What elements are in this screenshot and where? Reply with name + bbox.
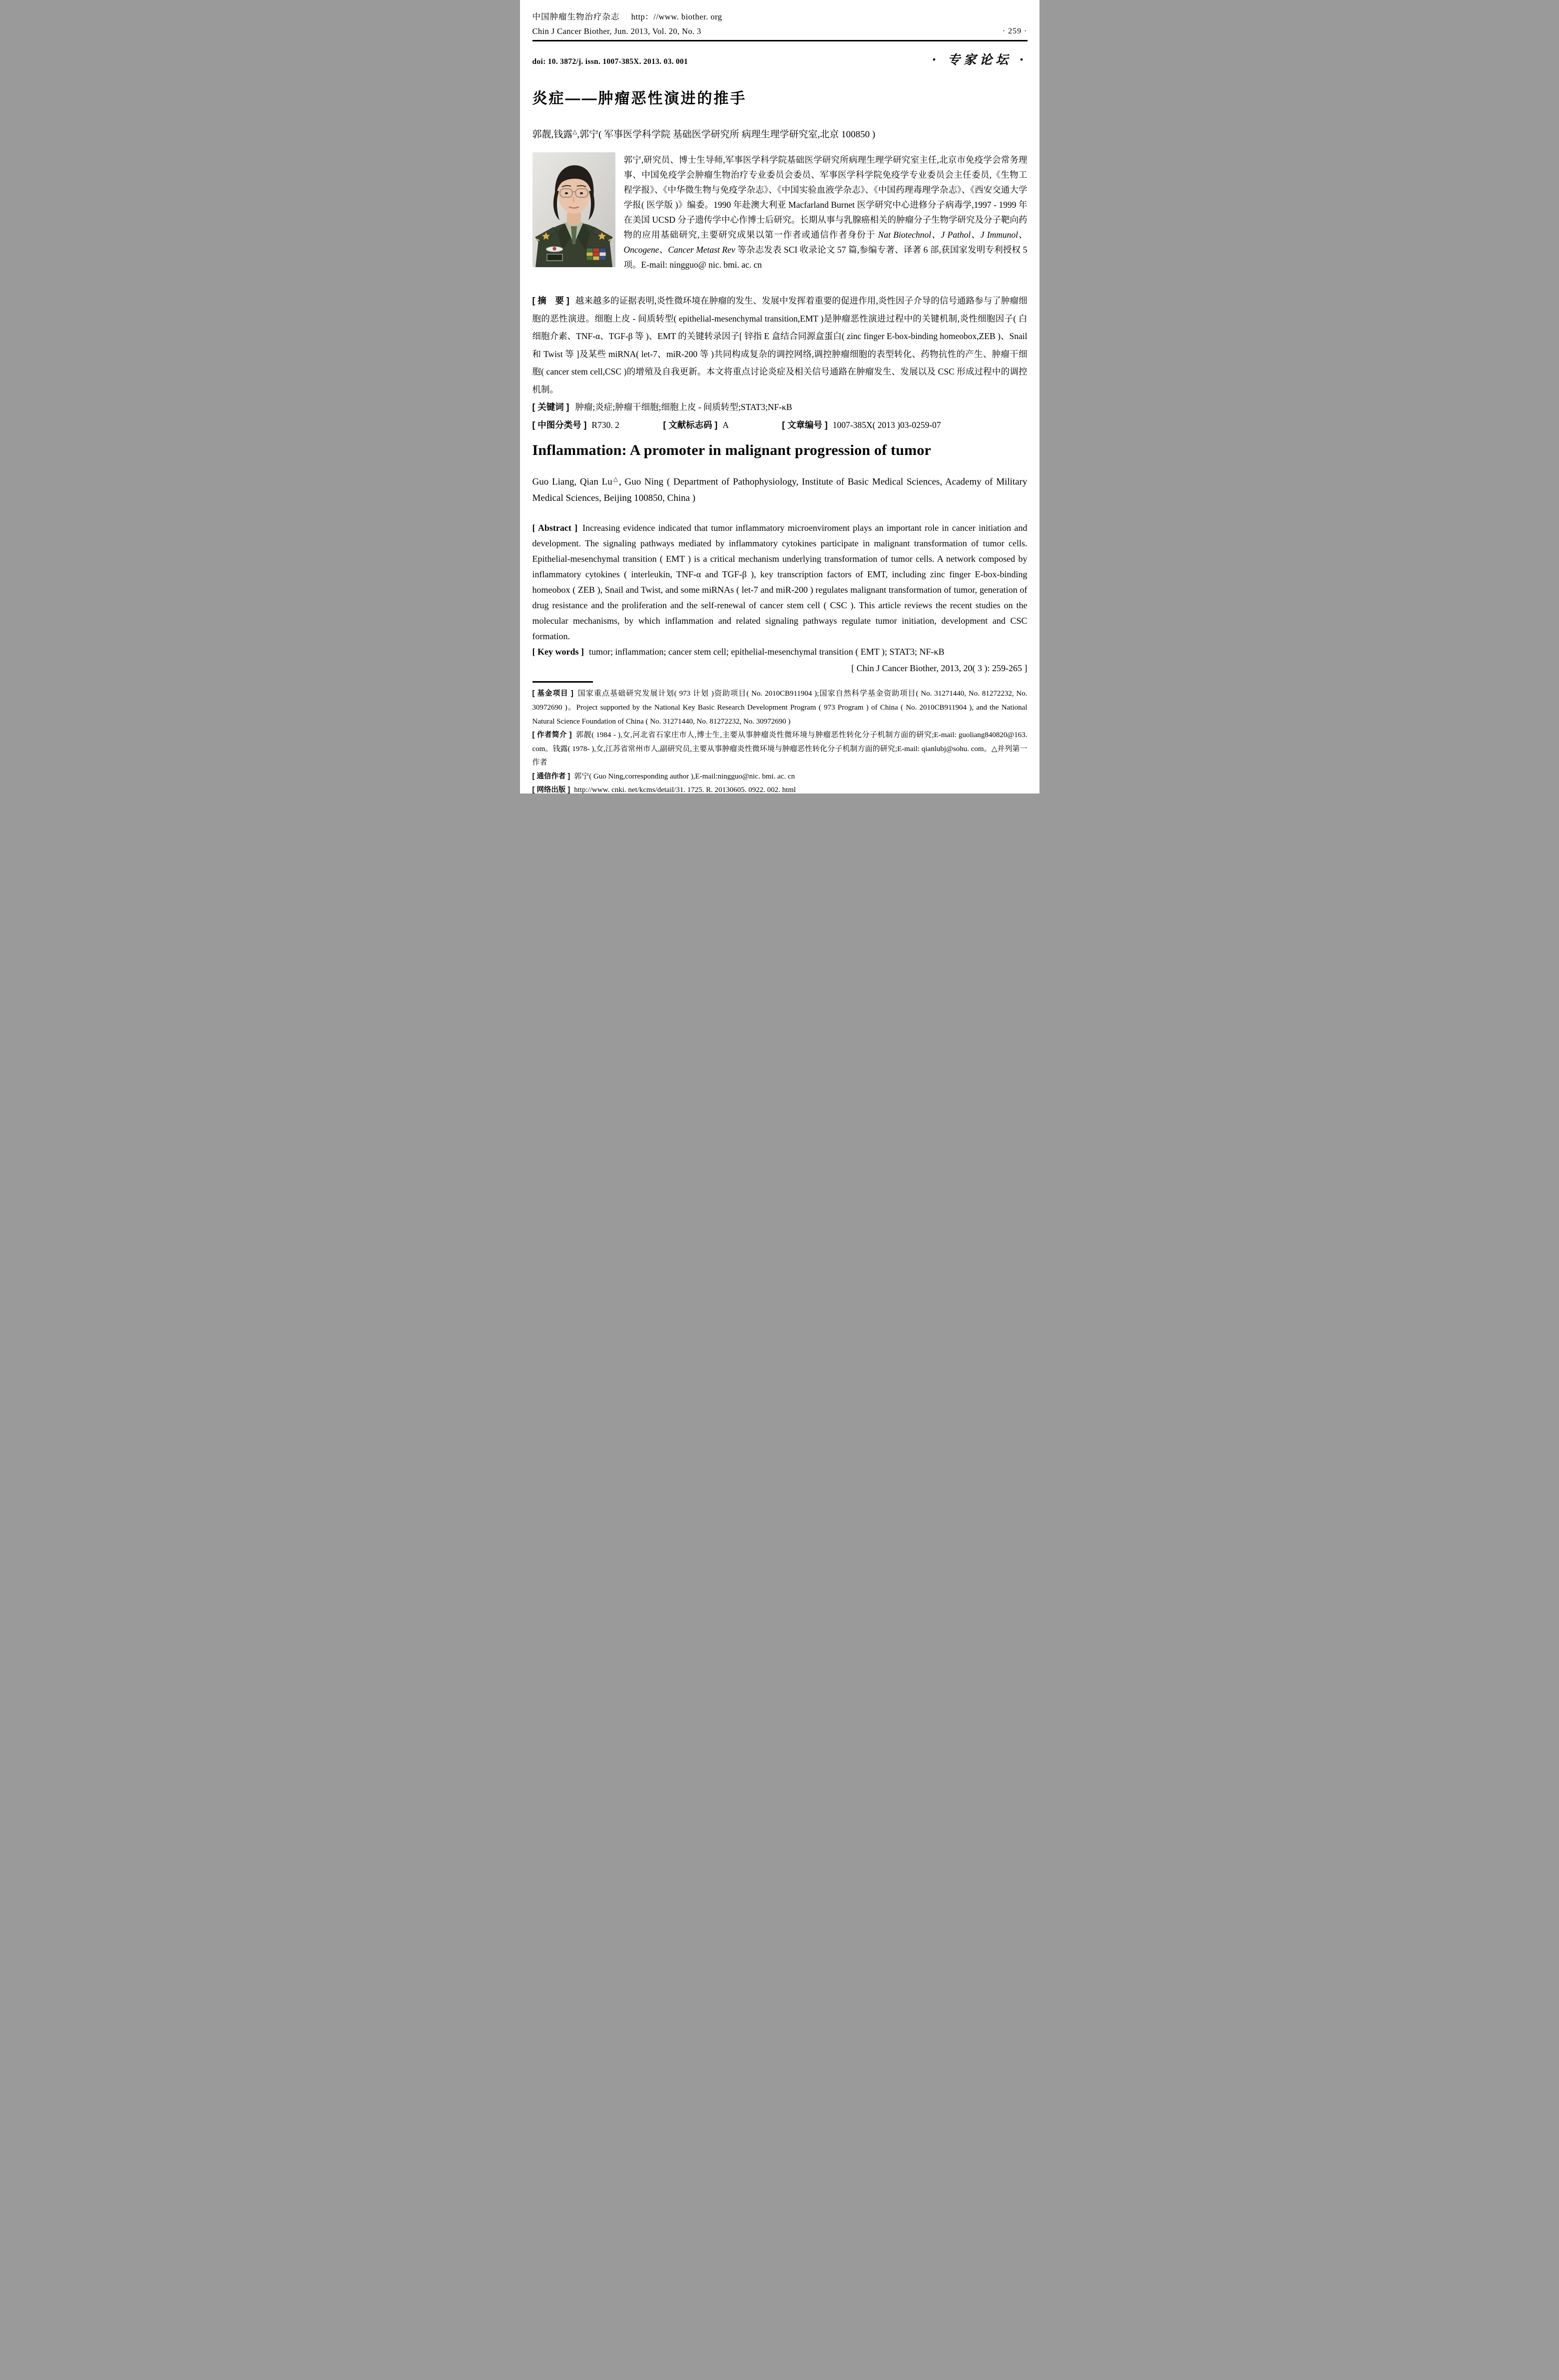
author-bio-block [532, 152, 1028, 272]
keywords-en-text: tumor; inflammation; cancer stem cell; epithelial-mesenchymal transition ( EMT ); STAT3; NF-κB [588, 647, 945, 657]
article-id-segment [782, 416, 941, 434]
authors-en-affiliation: , Guo Ning ( Department of Pathophysiology, Institute of Basic Medical Sciences, Academy of Military Medical Sciences, Beijing 100850, China ) [532, 476, 1028, 504]
keywords-en [532, 644, 1028, 660]
abstract-cn [532, 292, 1028, 398]
abstract-en-text: Increasing evidence indicated that tumor inflammatory microenviroment plays an important role in cancer initiation and development. The signaling pathways mediated by inflammatory cytokines participate in malignant transformation of tumor cells. Epithelial-mesenchymal transition ( EMT ) is a critical mechanism underlying transformation of tumor cells. A network composed by inflammatory cytokines ( interleukin, TNF-α and TGF-β ), key transcription factors of EMT, including zinc finger E-box-binding homeobox ( ZEB ), Snail and Twist, and some miRNAs ( let-7 and miR-200 ) regulates malignant transformation of tumor, generation of drug resistance and the proliferation and the self-renewal of cancer stem cell ( CSC ). This article reviews the recent studies on the molecular mechanisms, by which inflammation and related signaling pathways regulate tumor initiation, development and CSC formation. [532, 523, 1028, 642]
classification-row [532, 416, 1028, 434]
article-id-value: 1007-385X( 2013 )03-0259-07 [832, 419, 941, 430]
bio-text-part1: 郭宁,研究员、博士生导师,军事医学科学院基础医学研究所病理生理学研究室主任,北京市免疫学会常务理事、中国免疫学会肿瘤生物治疗专业委员会委员、军事医学科学院免疫学专业委员会主任委员,《生物工程学报》、《中华微生物与免疫学杂志》、《中国实验血液学杂志》、《中国药理毒理学杂志》、《西安交通大学学报( 医学版 )》编委。1990 年赴澳大利亚 Macfarland Burnet 医学研究中心进修分子病毒学,1997 - 1999 年在美国 UCSD 分子遗传学中心作博士后研究。长期从事与乳腺癌相关的肿瘤分子生物学研究及分子靶向药物的应用基础研究,主要研究成果以第一作者或通信作者身份于 [623, 155, 1028, 240]
journal-title-cn: 中国肿瘤生物治疗杂志 [532, 12, 620, 21]
co-first-author-mark-en: △ [612, 476, 619, 482]
citation-line: [ Chin J Cancer Biother, 2013, 20( 3 ): 259-265 ] [851, 663, 1028, 674]
doi: doi: 10. 3872/j. issn. 1007-385X. 2013. 03. 001 [532, 57, 688, 66]
bio-text-part2: 等杂志发表 SCI 收录论文 57 篇,参编专著、译著 6 部,获国家发明专利授权 5 项。E-mail: ningguo@ nic. bmi. ac. cn [623, 245, 1028, 270]
doc-code-value: A [722, 419, 729, 430]
footnote-funding [532, 687, 1028, 729]
portrait-photo [532, 152, 615, 267]
footnote-corresponding-author-label: [ 通信作者 ] [532, 772, 570, 781]
footnotes-block [532, 687, 1028, 793]
clc-segment [532, 416, 663, 434]
column-banner: · 专家论坛 · [932, 52, 1028, 67]
footnote-author-bio [532, 729, 1028, 770]
doc-code-segment [663, 416, 782, 434]
doc-code-label: [ 文献标志码 ] [663, 419, 718, 430]
journal-masthead [532, 10, 722, 36]
footnote-online-publication [532, 784, 1028, 793]
footnote-funding-label: [ 基金项目 ] [532, 690, 573, 698]
article-id-label: [ 文章编号 ] [782, 419, 828, 430]
journal-title-line [532, 10, 722, 22]
authors-en-names: Guo Liang, Qian Lu [532, 476, 612, 487]
abstract-en [532, 520, 1028, 644]
authors-cn-names: 郭靓,钱露 [532, 129, 573, 140]
journal-url: http：//www. biother. org [631, 12, 722, 21]
footnote-author-bio-label: [ 作者简介 ] [532, 731, 572, 740]
keywords-cn [532, 398, 1028, 416]
abstract-en-label: [ Abstract ] [532, 523, 578, 533]
keywords-cn-label: [ 关键词 ] [532, 402, 569, 412]
keywords-en-label: [ Key words ] [532, 647, 584, 657]
abstract-cn-label: [ 摘 要 ] [532, 296, 569, 306]
header-rule [532, 40, 1028, 41]
doi-row [532, 50, 1028, 68]
footnote-separator [532, 681, 593, 683]
abstract-cn-text: 越来越多的证据表明,炎性微环境在肿瘤的发生、发展中发挥着重要的促进作用,炎性因子介导的信号通路参与了肿瘤细胞的恶性演进。细胞上皮 - 间质转型( epithelial-mesenchymal transition,EMT )是肿瘤恶性演进过程中的关键机制,炎性细胞因子( 白细胞介素、TNF-α、TGF-β 等 )、EMT 的关键转录因子[ 锌指 E 盒结合同源盒蛋白( zinc finger E-box-binding homeobox,ZEB )、Snail 和 Twist 等 ]及某些 miRNA( let-7、miR-200 等 )共同构成复杂的调控网络,调控肿瘤细胞的表型转化、药物抗性的产生、肿瘤干细胞( cancer stem cell,CSC )的增殖及自我更新。本文将重点讨论炎症及相关信号通路在肿瘤发生、发展以及 CSC 形成过程中的调控机制。 [532, 296, 1028, 395]
footnote-funding-text: 国家重点基础研究发展计划( 973 计划 )资助项目( No. 2010CB911904 );国家自然科学基金资助项目( No. 31271440, No. 81272232, No. 30972690 )。Project supported by the National Key Basic Research Development Program ( 973 Program ) of China ( No. 2010CB911904 ), and the National Natural Science Foundation of China ( No. 31271440, No. 81272232, No. 30972690 ) [532, 690, 1028, 726]
co-first-author-mark: △ [572, 128, 577, 135]
portrait-illustration [532, 152, 615, 267]
clc-label: [ 中图分类号 ] [532, 419, 587, 430]
journal-citation-en: Chin J Cancer Biother, Jun. 2013, Vol. 20, No. 3 [532, 26, 701, 36]
article-title-cn: 炎症——肿瘤恶性演进的推手 [532, 90, 747, 107]
page-header [532, 10, 1028, 36]
keywords-cn-text: 肿瘤;炎症;肿瘤干细胞;细胞上皮 - 间质转型;STAT3;NF-κB [575, 402, 792, 412]
authors-cn-affiliation: ,郭宁( 军事医学科学院 基础医学研究所 病理生理学研究室,北京 100850 ) [577, 129, 876, 140]
journal-page [520, 0, 1039, 793]
page-number: · 259 · [1002, 27, 1028, 35]
authors-cn [532, 127, 1028, 140]
article-title-en: Inflammation: A promoter in malignant progression of tumor [532, 442, 932, 458]
footnote-online-publication-text: http://www. cnki. net/kcms/detail/31. 1725. R. 20130605. 0922. 002. html [574, 786, 796, 793]
footnote-author-bio-text: 郭靓( 1984 - ),女,河北省石家庄市人,博士生,主要从事肿瘤炎性微环境与肿瘤恶性转化分子机制方面的研究;E-mail: guoliang840820@163. com。钱露( 1978- ),女,江苏省常州市人,副研究员,主要从事肿瘤炎性微环境与肿瘤恶性转化分子机制方面的研究;E-mail: qianlubj@sohu. com。△并列第一作者 [532, 731, 1028, 767]
clc-value: R730. 2 [591, 419, 619, 430]
footnote-corresponding-author-text: 郭宁( Guo Ning,corresponding author ),E-mail:ningguo@nic. bmi. ac. cn [574, 772, 795, 781]
bio-journal-names: Nat Biotechnol、J Pathol、J Immunol、Oncogene、Cancer Metast Rev [623, 230, 1028, 255]
footnote-online-publication-label: [ 网络出版 ] [532, 786, 570, 793]
authors-en [532, 471, 1028, 506]
footnote-corresponding-author [532, 770, 1028, 784]
